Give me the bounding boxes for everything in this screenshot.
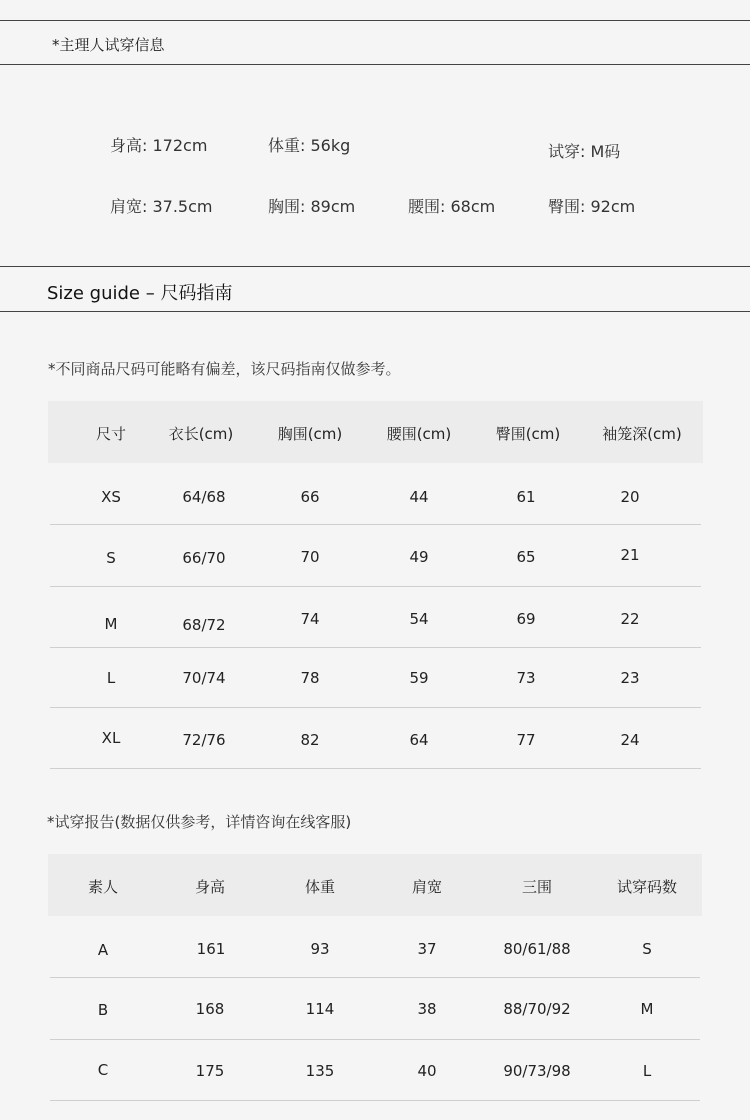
row-divider (50, 768, 701, 769)
row-divider (50, 647, 701, 648)
fit-table-cell: 38 (417, 1000, 437, 1018)
size-table-cell: 61 (516, 488, 536, 506)
size-table-cell: 22 (620, 610, 640, 628)
row-divider (50, 586, 701, 587)
fit-table-header: 体重 (304, 878, 335, 896)
size-table-cell: 66/70 (182, 549, 226, 567)
fit-table-cell: 93 (310, 940, 330, 958)
model-chest: 胸围: 89cm (268, 197, 356, 216)
model-size: 试穿: M码 (548, 142, 621, 161)
size-table-cell: 69 (516, 610, 536, 628)
size-table-header: 腰围(cm) (386, 425, 452, 443)
model-height: 身高: 172cm (110, 136, 208, 155)
size-table-cell: 70 (300, 548, 320, 566)
fit-table-cell: 168 (195, 1000, 225, 1018)
size-table-cell: XL (101, 729, 121, 747)
row-divider (50, 1100, 700, 1101)
row-divider (50, 977, 700, 978)
size-table-cell: 78 (300, 669, 320, 687)
fit-table-cell: 80/61/88 (503, 940, 571, 958)
size-table-header: 胸围(cm) (277, 425, 343, 443)
size-table-cell: 59 (409, 669, 429, 687)
size-table-cell: 65 (516, 548, 536, 566)
size-table-cell: L (106, 669, 116, 687)
fit-table-cell: M (640, 1000, 654, 1018)
fit-table-cell: 40 (417, 1062, 437, 1080)
row-divider (50, 524, 701, 525)
size-table-header: 袖笼深(cm) (602, 425, 682, 443)
row-divider (50, 707, 701, 708)
size-guide-divider (0, 311, 750, 312)
size-table-cell: 20 (620, 488, 640, 506)
size-table-cell: S (106, 549, 116, 567)
size-table-cell: 70/74 (182, 669, 226, 687)
size-table-cell: 64 (409, 731, 429, 749)
model-shoulder: 肩宽: 37.5cm (110, 197, 213, 216)
fit-table-cell: 37 (417, 940, 437, 958)
size-table-cell: 68/72 (182, 616, 226, 634)
fit-table-cell: 161 (196, 940, 226, 958)
model-hip: 臀围: 92cm (548, 197, 636, 216)
fit-table-cell: 88/70/92 (503, 1000, 571, 1018)
fit-table-cell: S (642, 940, 652, 958)
fit-table-cell: 114 (305, 1000, 335, 1018)
size-table-cell: 23 (620, 669, 640, 687)
fit-report-note: *试穿报告(数据仅供参考，详情咨询在线客服) (47, 813, 352, 831)
row-divider (50, 1039, 700, 1040)
model-info-title: *主理人试穿信息 (52, 36, 165, 54)
size-table-cell: 82 (300, 731, 320, 749)
size-table-cell: 77 (516, 731, 536, 749)
size-table-cell: 44 (409, 488, 429, 506)
fit-table-cell: 90/73/98 (503, 1062, 571, 1080)
model-waist: 腰围: 68cm (408, 197, 496, 216)
size-table-cell: 24 (620, 731, 640, 749)
fit-table-cell: B (97, 1001, 109, 1019)
size-guide-top-divider (0, 266, 750, 267)
size-table-cell: 66 (300, 488, 320, 506)
fit-table-header: 试穿码数 (616, 878, 677, 896)
size-table-cell: 64/68 (182, 488, 226, 506)
model-weight: 体重: 56kg (268, 136, 351, 155)
top-divider (0, 20, 750, 21)
fit-table-header: 素人 (87, 878, 118, 896)
size-table-cell: 73 (516, 669, 536, 687)
size-table-cell: 72/76 (182, 731, 226, 749)
size-guide-note: *不同商品尺码可能略有偏差，该尺码指南仅做参考。 (48, 360, 401, 378)
fit-table-cell: L (642, 1062, 652, 1080)
size-table-header: 臀围(cm) (495, 425, 561, 443)
size-table-header: 尺寸 (95, 425, 126, 443)
size-table-cell: M (104, 615, 118, 633)
size-guide-title: Size guide – 尺码指南 (47, 283, 233, 304)
size-table-cell: 54 (409, 610, 429, 628)
fit-table-header: 肩宽 (411, 878, 442, 896)
fit-table-header: 三围 (521, 878, 552, 896)
fit-table-cell: C (97, 1061, 109, 1079)
size-table-header: 衣长(cm) (168, 425, 234, 443)
fit-table-cell: 175 (195, 1062, 225, 1080)
fit-table-cell: 135 (305, 1062, 335, 1080)
model-info-divider (0, 64, 750, 65)
size-table-cell: XS (101, 488, 121, 506)
fit-table-cell: A (97, 941, 109, 959)
fit-table-header: 身高 (194, 878, 225, 896)
size-table-cell: 21 (620, 546, 640, 564)
size-table-cell: 74 (300, 610, 320, 628)
size-table-cell: 49 (409, 548, 429, 566)
